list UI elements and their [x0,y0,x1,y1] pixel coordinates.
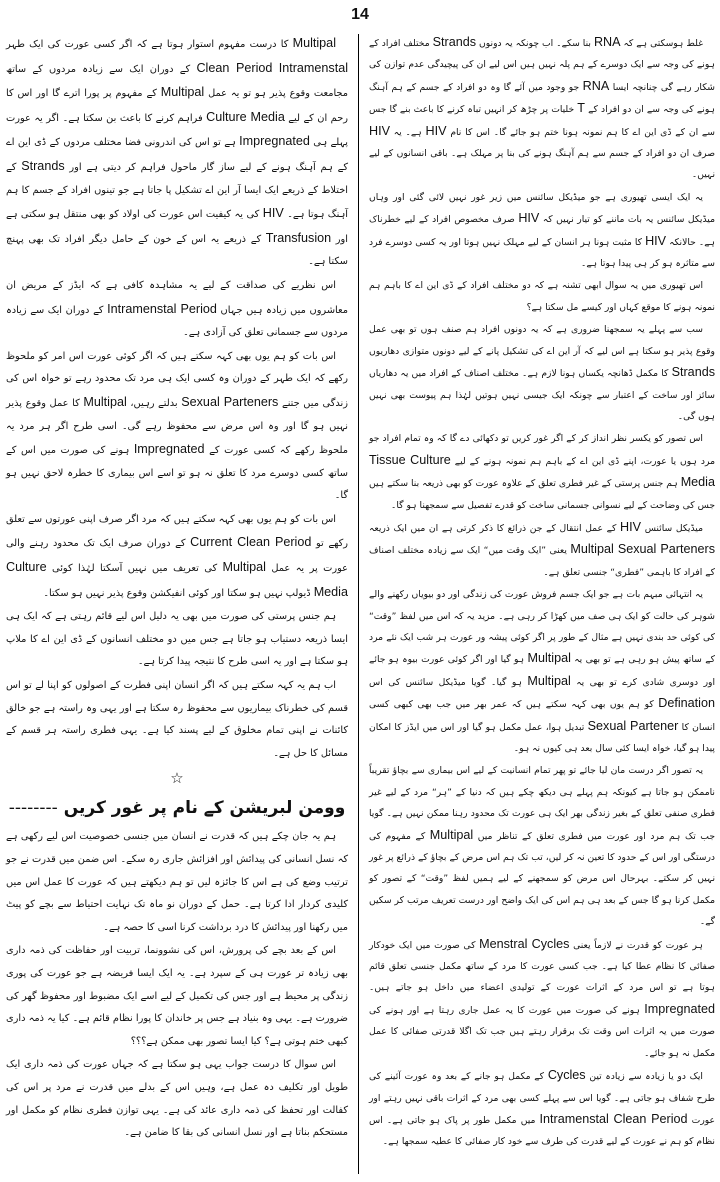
english-term: HIV [518,211,540,226]
urdu-text: تبدیل ہوا، عمل مکمل ہو گیا اور اس میں ایڈز کا امکان پیدا ہو گیا، خواہ ایسا کئی سال بعد ہی کیوں نہ ہو۔ [369,721,715,754]
english-term: Intramenstal Clean Period [539,1111,688,1126]
urdu-text: سب سے پہلے یہ سمجھنا ضروری ہے کہ یہ دونوں افراد ہم صنف ہوں تو بھی عمل وقوع پذیر ہو سکتا ہے اس لیے کہ آر این اے کی تشکیل پانے کے لیے دونوں متوازی دھاریوں [369,324,715,357]
urdu-text: ہے تو اس کی اندرونی فضا مختلف مردوں کے ڈی این اے کے ہم آہنگ ہونے کے لیے ساز گار ماحول فراہم کر دیتی ہے اور [6,137,348,173]
english-term: HIV [369,123,390,138]
paragraph [6,826,348,939]
paragraph [6,509,348,605]
urdu-text: اس تھیوری میں یہ سوال ابھی تشنہ ہے کہ دو مختلف افراد کے ڈی این اے کا باہم ہم نمونہ ہونے کا موقع کہاں اور کیسے مل سکتا ہے؟ [369,280,715,313]
section-title-rule: -------- [8,798,58,819]
urdu-text: اس تصور کو یکسر نظر انداز کر کے اگر غور کریں تو دکھائی دے گا کہ وہ تمام افراد جو مرد ہوں یا عورت، اپنے ڈی این اے کے باہم ہم نمونہ ہونے کے لیے [369,433,715,467]
paragraph [6,606,348,674]
urdu-text: فراہم کرنے کا باعث بن سکتا ہے۔ اگر یہ عورت پہلے ہی [6,112,348,149]
english-term: Transfusion [265,230,332,245]
english-term: HIV [645,233,667,248]
urdu-text: کا عمل وقوع پذیر نہیں ہو گا اور وہ اس مرض سے محفوظ رہے گی۔ اسی طرح اگر ہر مرد یہ ملحوظ رکھے کہ کسی عورت کے [6,397,348,457]
paragraph [369,760,715,932]
urdu-text: کے مفہوم کی درستگی اور اس کے حدود کا تعین نہ کر لیں، تب تک ہم اس مرض کے بچاؤ کے ذرائع پر غور نہیں کر سکتے۔ بہرحال اس مرض کو سمجھنے کے لیے ہمیں لفظ ”وقت“ کے تصور کو مکمل کرنا ہو گا جس کے بعد ہی ہم اس کی ایک واضح اور درست تعریف مرتب کر سکیں گے۔ [369,830,715,928]
urdu-text: صرف ان دو افراد کے جسم سے ہم آہنگ ہونے کی بنا پر مہلک ہے۔ باقی انسانوں کے لیے نہیں۔ [369,148,715,181]
urdu-text: ہر عورت کو قدرت نے لازماً یعنی [569,939,704,951]
paragraph [369,1065,715,1153]
english-term: Multipal Sexual Parteners [570,542,715,557]
english-term: Multipal [527,651,571,666]
english-term: Multipal [527,673,571,688]
paragraph [369,428,715,516]
column-rule [358,34,359,1174]
paragraph [369,517,715,583]
paragraph [369,32,715,186]
left-column [6,32,348,1145]
english-term: Clean Period [196,60,273,75]
urdu-text: کے ذریعے یہ اس کے خون کے حامل دیگر افراد تک بھی پہنچ سکتا ہے۔ [6,233,348,268]
urdu-text: کے عمل انتقال کے جن ذرائع کا ذکر کرتی ہے ان میں ایک ذریعہ [369,522,621,534]
english-term: Multipal [222,560,266,575]
urdu-text: اس کے بعد بچے کی پرورش، اس کی نشوونما، تربیت اور حفاظت کی ذمہ داری بھی زیادہ تر عورت ہی کے سپرد ہے۔ یہ ایک ایسا فریضہ ہے جو عورت کی پوری زندگی پر محیط ہے اور جس کی تکمیل کے لیے اسے ایک مضبوط اور محفوظ گھر کی ضرورت ہے۔ یہی وہ بنیاد ہے جس پر خاندان کا پورا نظام قائم ہے۔ کیا یہ ذمہ داری کبھی ختم ہوتی ہے؟ کیا ایسا تصور بھی ممکن ہے؟؟؟ [6,945,348,1047]
paragraph [369,275,715,318]
urdu-text: ہو گیا اور اگر کوئی عورت بیوہ ہو جائے اور دوسری شادی کرے تو بھی یہ [369,654,716,688]
english-term: Tissue Culture Media [369,452,715,490]
english-term: RNA [582,78,610,93]
english-term: Intramenstal Period [107,301,217,316]
paragraph [369,319,715,427]
english-term: RNA [593,35,621,49]
urdu-text: ڈیولپ نہیں ہو سکتا اور کوئی انفیکشن وقوع پذیر نہیں ہو سکتا۔ [43,587,314,599]
urdu-text: کے اختلاط کے ذریعے ایک ایسا آر این اے تشکیل پا جاتا ہے جو تینوں افراد کے جسم کا ہم آہنگ ہوتا ہے۔ [6,161,348,221]
english-term: Cycles [547,1068,586,1083]
english-term: Impregnated [644,1001,715,1016]
english-term: Sexual Parteners [181,394,279,409]
urdu-text: جو وجود میں آئے گا وہ دو افراد کے جسم کے ہم آہنگ ہونے کی وجہ سے ان دو افراد کے [369,81,715,116]
urdu-text: ہونے کی صورت میں عورت کا یہ عمل جاری رہتا ہے اور ہونے کی صورت میں یہ اثرات اس وقت تک برقرار رہتے ہیں جب تک اگلا قدرتی صفائی کا عمل مکمل نہ ہو جائے۔ [369,1004,715,1059]
english-term: Multipal [83,394,127,409]
urdu-text: اس نظریے کی صداقت کے لیے یہ مشاہدہ کافی ہے کہ ایڈز کے مریض ان معاشروں میں زیادہ ہیں جہاں [6,279,348,316]
english-term: Defination [658,696,715,711]
paragraph [6,32,348,274]
urdu-text: کے دوران ایک سے زیادہ مردوں سے جسمانی تعلق کی آزادی ہے۔ [6,304,348,339]
section-title [6,793,348,823]
urdu-text: کا مکمل ڈھانچہ یکساں ہونا لازم ہے۔ مختلف اصناف کے افراد میں یہ دھاریاں سائز اور ساخت کے اعتبار سے چونکہ ایک جیسی نہیں ہوتیں لہٰذا ہم پیوست بھی نہیں ہوں گی۔ [369,368,715,422]
urdu-text: خلیات پر چڑھ کر انہیں تباہ کرنے کا باعث بنے گا جس سے ان کے ڈی این اے کا ہم نمونہ ہونا ختم ہو جائے گا۔ اس کا نام [369,104,716,138]
urdu-text: یہ تصور اگر درست مان لیا جائے تو پھر تمام انسانیت کے لیے اس بیماری سے بچاؤ تقریباً ناممکن ہو جاتا ہے کیونکہ ہم پہلے ہی دیکھ چکے ہیں کہ دنیا کے ”ہر“ مرد کے لیے غیر فطری صنفی تعلق کے بغیر زندگی بھر ایک ہی عورت تک محدود رہنا ممکن نہیں ہے۔ گویا جب تک ہم مرد اور عورت میں فطری تعلق کے تناظر میں [369,765,715,842]
urdu-text: کو ہم یوں بھی کہہ سکتے ہیں کہ عمر بھر میں جب بھی کبھی کسی انسان کا [369,699,716,733]
english-term: Multipal [292,36,336,50]
english-term: Sexual Partener [587,718,679,733]
urdu-text: مختلف افراد کے ہونے کی وجہ سے ایک دوسرے کے ہم پلہ نہیں ہیں اس لیے ان کی پیچیدگی عدم توازن کی شکار رہے گی چنانچہ ایسا [369,38,715,93]
english-term: HIV [620,519,642,534]
english-term: Strands [432,35,477,49]
urdu-text: کا درست مفہوم استوار ہوتا ہے کہ اگر کسی عورت کی ایک طہر [6,39,293,50]
paragraph [6,275,348,345]
english-term: Strands [671,365,715,380]
urdu-text: میڈیکل سائنس [641,522,703,534]
urdu-text: کے مکمل ہو جانے کے بعد وہ عورت آئینے کی طرح شفاف ہو جاتی ہے۔ گویا اس سے پہلے کسی بھی مرد کے اثرات باقی نہیں رہتے اور عورت [369,1071,715,1126]
urdu-text: کی تعریف میں نہیں آسکتا لہٰذا کوئی [46,563,223,575]
english-term: HIV [262,206,284,221]
english-term: Current Clean Period [190,535,312,550]
urdu-text: ایک دو یا زیادہ سے زیادہ تین [585,1071,703,1083]
english-term: Impregnated [239,134,310,149]
section-divider-star: ☆ [170,769,184,788]
urdu-text: کی یہ کیفیت اس عورت کی اولاد کو بھی منتقل ہو سکتی ہے اور [6,209,348,245]
paragraph [369,187,715,275]
english-term: Menstral Cycles [479,936,570,951]
english-term: Impregnated [133,442,205,457]
urdu-text: ہے۔ یہ [390,126,426,138]
english-term: Multipal [429,827,474,842]
urdu-text: یہ انتہائی مبہم بات ہے جو ایک جسم فروش عورت کی زندگی اور دو بیویاں رکھنے والے شوہر کی حالت کو ایک ہی صف میں کھڑا کر رہی ہے۔ مزید یہ کہ اس میں لفظ ”وقت“ کی کوئی حد بندی نہیں ہے مثال کے طور پر اگر کوئی پیشہ ور عورت ہر شب ایک نئے مرد کے ساتھ پیش ہو رہی ہے تو بھی یہ [369,589,715,666]
urdu-text: کا مثبت ہونا ہر انسان کے لیے مہلک نہیں ہوتا اور یہ کسی دوسرے فرد سے متاثرہ ہو کر ہی پیدا ہوتا ہے۔ [369,236,715,270]
english-term: Strands [21,158,65,173]
english-term: Culture Media [6,560,348,599]
paragraph [6,940,348,1053]
paragraph [369,934,715,1064]
urdu-text: کے دوران ایک سے زیادہ مردوں کے ساتھ مجامعت وقوع پذیر ہو تو یہ عمل [6,63,348,100]
urdu-text: کی صورت میں ایک خودکار صفائی کا نظام عطا کیا ہے۔ جب کسی عورت کا مرد کے ساتھ مکمل جنسی تعلق قائم ہوتا ہے تو اس مرد کے اثرات عورت کے تولیدی اعضاء میں داخل ہو جاتے ہیں۔ [369,939,715,994]
section-title-text: وومن لبریشن کے نام پر غور کریں [63,798,346,819]
urdu-text: کے دوران صرف ایک تک محدود رہنے والی عورت پر یہ عمل [6,538,348,575]
urdu-text: غلط ہوسکتی ہے کہ [620,38,703,49]
urdu-text: ہم جنس پرستی کی صورت میں بھی یہ دلیل اس لیے قائم رہتی ہے کہ ایک ہی ایسا ذریعہ دستیاب ہو جاتا ہے جس میں دو مختلف انسانوں کے ڈی این اے کا ملاپ ہو سکتا ہے اور یہ اسی طرح کا نتیجہ پیدا کرتا ہے۔ [6,611,348,668]
english-term: Culture Media [206,109,285,124]
english-term: Intramenstal [278,60,348,75]
urdu-text: میں مکمل طور پر پاک ہو جاتی ہے۔ اس نظام کو ہم نے عورت کے لیے قدرت کی طرف سے خود کار صفائی کا عطیہ سمجھا ہے۔ [369,1114,715,1148]
paragraph [6,346,348,508]
urdu-text: ہو گیا۔ گویا میڈیکل سائنس کی اس [369,676,528,688]
english-term: HIV [425,123,447,138]
urdu-text: اس سوال کا درست جواب یہی ہو سکتا ہے کہ جہاں عورت کی ذمہ داری ایک طویل اور تکلیف دہ عمل ہے، وہیں اس کے بدلے میں قدرت نے مرد پر اس کی کفالت اور تحفظ کی ذمہ داری عائد کی ہے۔ یہی توازن فطری نظام کو مکمل اور مستحکم بناتا ہے اور نسل انسانی کی بقا کا ضامن ہے۔ [6,1059,348,1139]
urdu-text: یعنی ”ایک وقت میں“ ایک سے زیادہ مختلف اصناف کے افراد کا باہمی ”فطری“ جنسی تعلق ہے۔ [369,545,715,578]
urdu-text: ہم جنس پرستی کے غیر فطری تعلق کے علاوہ عورت کو بھی ذریعہ بنا سکتے ہیں جس کی وضاحت کے لیے نسوانی جسمانی ساخت کو قدرے تفصیل سے سمجھنا ہو گا۔ [369,478,715,511]
urdu-text: صرف مخصوص افراد کے لیے خطرناک ہے۔ حالانکہ [369,214,715,248]
paragraph [369,584,715,759]
page-number: 14 [351,6,369,23]
urdu-text: بنا سکے۔ اب چونکہ یہ دونوں [476,38,594,49]
right-column [369,32,715,1153]
urdu-text: ہم یہ جان چکے ہیں کہ قدرت نے انسان میں جنسی خصوصیت اس لیے رکھی ہے کہ نسل انسانی کی پیدائش اور افزائش جاری رہ سکے۔ اس ضمن میں قدرت نے جو ترتیب وضع کی ہے اس کا جائزہ لیں تو ہم دیکھتے ہیں کہ عورت کا عمل اس میں کلیدی کردار ادا کرتا ہے۔ حمل کے دوران نو ماہ تک نہایت احتیاط سے بچے کو پیٹ میں رکھنا اور پیدائش کا درد برداشت کرنا اسی کا حصہ ہے۔ [6,831,348,933]
urdu-text: اب ہم یہ کہہ سکتے ہیں کہ اگر انسان اپنی فطرت کے اصولوں کو اپنا لے تو اس قسم کی خطرناک بیماریوں سے محفوظ رہ سکتا ہے اور یہی وہ راستہ ہے جو خالق کائنات نے اپنی تمام مخلوق کے لیے پسند کیا ہے۔ یہی فطری راستہ ہر قسم کے مسائل کا حل ہے۔ [6,680,348,759]
urdu-text: ہونے کی صورت میں اس کے ساتھ کسی دوسرے مرد کا تعلق نہ ہو تو اسے اس بیماری کا خطرہ لاحق نہیں ہو گا۔ [6,445,348,502]
paragraph [6,1054,348,1144]
paragraph [6,675,348,765]
urdu-text: اس بات کو ہم یوں بھی کہہ سکتے ہیں کہ اگر کوئی عورت اس امر کو ملحوظ رکھے کہ ایک طہر کے دوران وہ کسی ایک ہی مرد تک محدود رہے تو خواہ اس کی زندگی میں جتنے [6,350,348,409]
urdu-text: بدلتے رہیں، [126,397,182,409]
english-term: Multipal [160,85,205,100]
urdu-text: کے مفہوم پر پورا اترے گا اور اس کا رحم ان کے لیے [6,88,348,124]
urdu-text: یہ ایک ایسی تھیوری ہے جو میڈیکل سائنس میں زیر غور نہیں لائی گئی اور وہاں میڈیکل سائنس یہ بات ماننے کو تیار نہیں کہ [369,191,715,226]
english-term: T [577,101,585,116]
urdu-text: اس بات کو ہم یوں بھی کہہ سکتے ہیں کہ مرد اگر صرف اپنی عورتوں سے تعلق رکھے تو [6,513,348,550]
